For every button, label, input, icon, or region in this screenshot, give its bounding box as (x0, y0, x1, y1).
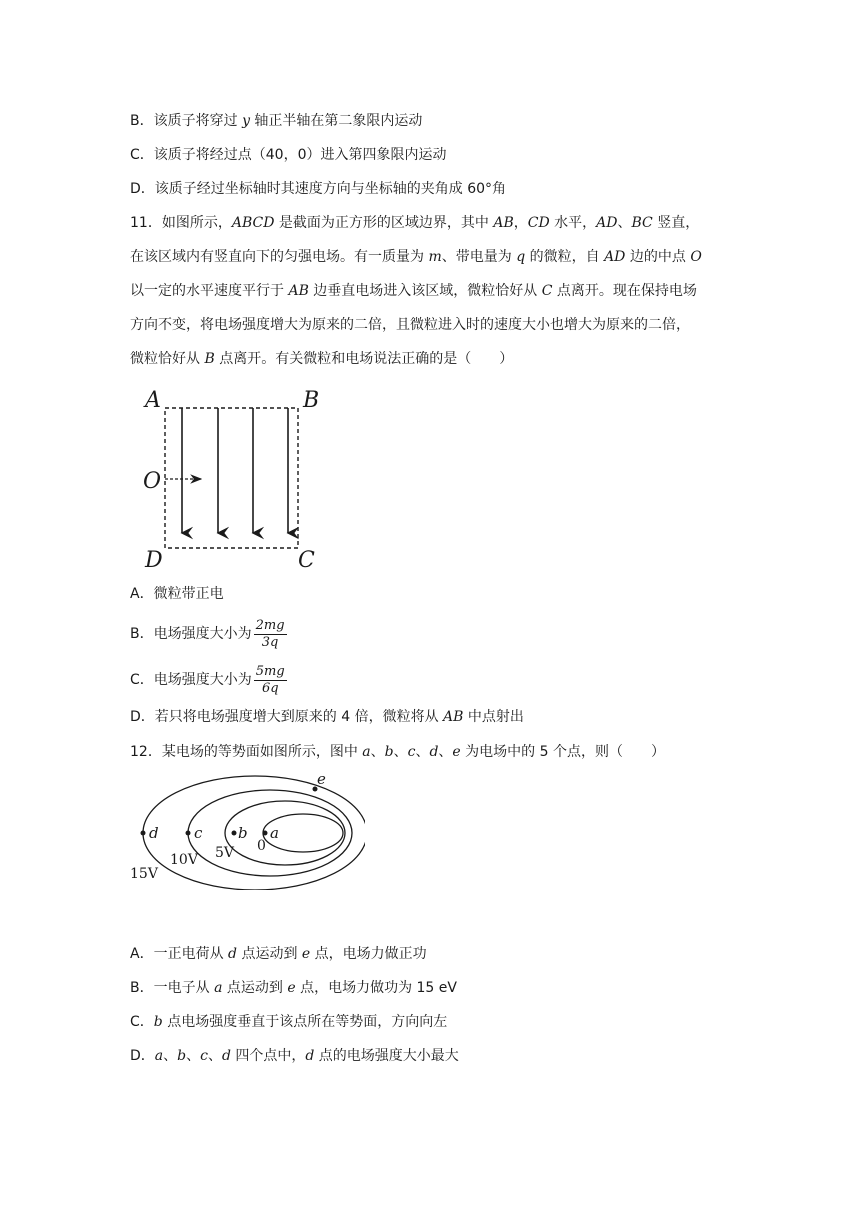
label-potential-0: 0 (257, 838, 266, 854)
point-d (141, 831, 146, 836)
q12-option-b: B．一电子从 a 点运动到 e 点，电场力做功为 15 eV (130, 980, 457, 996)
equipotential-15v (143, 776, 365, 890)
q11-field-diagram (135, 385, 335, 575)
q11-option-d: D．若只将电场强度增大到原来的 4 倍，微粒将从 AB 中点射出 (130, 709, 524, 725)
label-point-a: a (270, 824, 279, 842)
point-b (232, 831, 237, 836)
label-o: O (143, 469, 162, 494)
q12-option-c: C．b 点电场强度垂直于该点所在等势面，方向向左 (130, 1014, 448, 1030)
label-point-e: e (317, 770, 326, 788)
q11-stem-line-3: 以一定的水平速度平行于 AB 边垂直电场进入该区域，微粒恰好从 C 点离开。现在保持电场 (130, 283, 697, 299)
q11-stem-line-5: 微粒恰好从 B 点离开。有关微粒和电场说法正确的是（ ） (130, 351, 514, 367)
label-b: B (303, 388, 320, 413)
label-point-d: d (149, 824, 159, 842)
q11-stem-line-2: 在该区域内有竖直向下的匀强电场。有一质量为 m、带电量为 q 的微粒，自 AD 边的中点 O (130, 249, 702, 265)
q12-option-a: A．一正电荷从 d 点运动到 e 点，电场力做正功 (130, 946, 427, 962)
label-potential-5v: 5V (215, 845, 235, 861)
fraction-2mg-3q: $\frac{2mg}{3q}$ (255, 617, 285, 650)
q10-option-d: D．该质子经过坐标轴时其速度方向与坐标轴的夹角成 60°角 (130, 181, 507, 197)
q11-option-c: C．电场强度大小为 $\frac{5mg}{6q}$ (130, 663, 285, 696)
q11-option-b: B．电场强度大小为 $\frac{2mg}{3q}$ (130, 617, 285, 650)
label-c: C (298, 548, 315, 573)
fraction-5mg-6q: $\frac{5mg}{6q}$ (255, 663, 285, 696)
q10-option-b: B．该质子将穿过 y 轴正半轴在第二象限内运动 (130, 113, 423, 129)
label-point-b: b (238, 824, 248, 842)
label-potential-15v: 15V (130, 866, 158, 882)
label-a: A (145, 388, 161, 413)
point-c (186, 831, 191, 836)
label-potential-10v: 10V (170, 852, 198, 868)
q11-stem-line-4: 方向不变，将电场强度增大为原来的二倍，且微粒进入时的速度大小也增大为原来的二倍， (130, 317, 690, 333)
q12-stem: 12．某电场的等势面如图所示，图中 a、b、c、d、e 为电场中的 5 个点，则（ ） (130, 744, 665, 760)
q11-stem-line-1: 11．如图所示，ABCD 是截面为正方形的区域边界，其中 AB，CD 水平，AD、BC 竖直， (130, 215, 700, 231)
q12-option-d: D．a、b、c、d 四个点中，d 点的电场强度大小最大 (130, 1048, 459, 1064)
label-point-c: c (194, 824, 203, 842)
q10-option-c: C．该质子将经过点（40，0）进入第四象限内运动 (130, 147, 447, 163)
point-a (263, 831, 268, 836)
q12-equipotential-diagram (125, 770, 365, 890)
q11-option-a: A．微粒带正电 (130, 586, 224, 602)
square-boundary (165, 408, 298, 548)
label-d: D (145, 548, 163, 573)
